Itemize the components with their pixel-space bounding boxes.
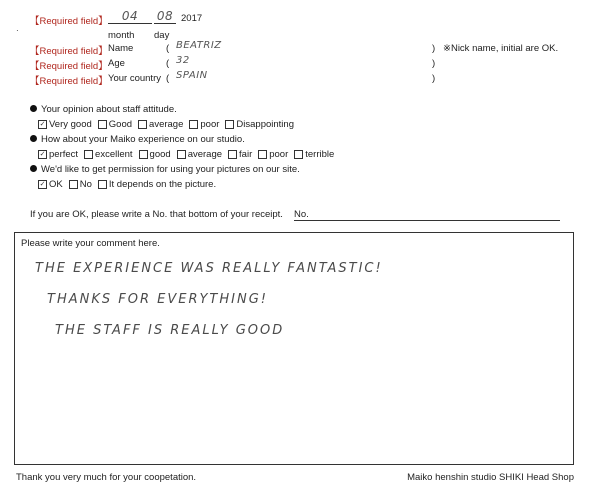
- question-picture-permission: We'd like to get permission for using your pictures on our site.: [30, 164, 300, 175]
- options-picture-permission: [38, 179, 216, 190]
- checkbox-checked-icon[interactable]: ✓: [39, 151, 46, 158]
- option-ok[interactable]: ✓ OK: [39, 179, 63, 190]
- country-value[interactable]: SPAIN: [176, 70, 208, 81]
- comment-line-1: THE EXPERIENCE WAS REALLY FANTASTIC!: [35, 261, 383, 276]
- option-very-good[interactable]: ✓ Very good: [39, 119, 92, 130]
- required-label-age: 【Required field】: [30, 61, 108, 72]
- question-maiko-experience: How about your Maiko experience on our studio.: [30, 134, 245, 145]
- option-terrible[interactable]: terrible: [294, 149, 334, 160]
- footer-shop-name: Maiko henshin studio SHIKI Head Shop: [407, 472, 574, 483]
- option-depends[interactable]: It depends on the picture.: [98, 179, 216, 190]
- country-open-paren: (: [166, 73, 170, 84]
- checkbox-icon[interactable]: [228, 150, 237, 159]
- day-value[interactable]: 08: [154, 9, 176, 24]
- bullet-icon: [30, 135, 37, 142]
- age-open-paren: (: [166, 58, 170, 69]
- comment-prompt: Please write your comment here.: [21, 238, 160, 249]
- nickname-note: ※Nick name, initial are OK.: [443, 43, 559, 54]
- checkbox-icon[interactable]: [98, 120, 107, 129]
- checkbox-icon[interactable]: [139, 150, 148, 159]
- age-value[interactable]: 32: [176, 55, 190, 66]
- name-close-paren: ): [432, 43, 436, 54]
- comment-line-3: THE STAFF IS REALLY GOOD: [55, 323, 285, 338]
- checkbox-icon[interactable]: [258, 150, 267, 159]
- checkbox-icon[interactable]: [294, 150, 303, 159]
- required-label-name: 【Required field】: [30, 46, 108, 57]
- option-no[interactable]: No: [69, 179, 92, 190]
- name-label: Name: [108, 43, 134, 54]
- option-good[interactable]: Good: [98, 119, 132, 130]
- receipt-instruction: If you are OK, please write a No. that bottom of your receipt.: [30, 209, 283, 220]
- checkbox-icon[interactable]: [177, 150, 186, 159]
- receipt-number-field[interactable]: [294, 209, 560, 221]
- year-value[interactable]: 2017: [181, 13, 203, 24]
- country-label: Your country: [108, 73, 161, 84]
- month-label: month: [108, 30, 135, 41]
- option-excellent[interactable]: excellent: [84, 149, 133, 160]
- bullet-icon: [30, 165, 37, 172]
- name-open-paren: (: [166, 43, 170, 54]
- age-label: Age: [108, 58, 125, 69]
- required-label-country: 【Required field】: [30, 76, 108, 87]
- country-close-paren: ): [432, 73, 436, 84]
- bullet-icon: [30, 105, 37, 112]
- option-fair[interactable]: fair: [228, 149, 252, 160]
- footer-thanks: Thank you very much for your coopetation.: [16, 472, 197, 483]
- option-average[interactable]: average: [177, 149, 222, 160]
- checkbox-checked-icon[interactable]: ✓: [39, 121, 46, 128]
- receipt-no-label: No.: [294, 209, 309, 220]
- question-staff-attitude: Your opinion about staff attitude.: [30, 104, 177, 115]
- option-perfect[interactable]: ✓ perfect: [39, 149, 79, 160]
- option-poor[interactable]: poor: [258, 149, 288, 160]
- checkbox-checked-icon[interactable]: ✓: [39, 181, 46, 188]
- stray-mark: ·: [16, 26, 19, 35]
- option-poor[interactable]: poor: [189, 119, 219, 130]
- comment-line-2: THANKS FOR EVERYTHING!: [47, 292, 268, 307]
- options-maiko-experience: [38, 149, 334, 160]
- checkbox-icon[interactable]: [138, 120, 147, 129]
- day-label: day: [154, 30, 170, 41]
- checkbox-icon[interactable]: [189, 120, 198, 129]
- option-average[interactable]: average: [138, 119, 183, 130]
- checkbox-icon[interactable]: [69, 180, 78, 189]
- comment-box[interactable]: [14, 232, 574, 465]
- options-staff-attitude: [38, 119, 294, 130]
- age-close-paren: ): [432, 58, 436, 69]
- option-disappointing[interactable]: Disappointing: [225, 119, 294, 130]
- checkbox-icon[interactable]: [225, 120, 234, 129]
- checkbox-icon[interactable]: [84, 150, 93, 159]
- month-value[interactable]: 04: [108, 9, 152, 24]
- checkbox-icon[interactable]: [98, 180, 107, 189]
- option-good[interactable]: good: [139, 149, 171, 160]
- required-label-date: 【Required field】: [30, 16, 108, 27]
- name-value[interactable]: BEATRIZ: [176, 40, 222, 51]
